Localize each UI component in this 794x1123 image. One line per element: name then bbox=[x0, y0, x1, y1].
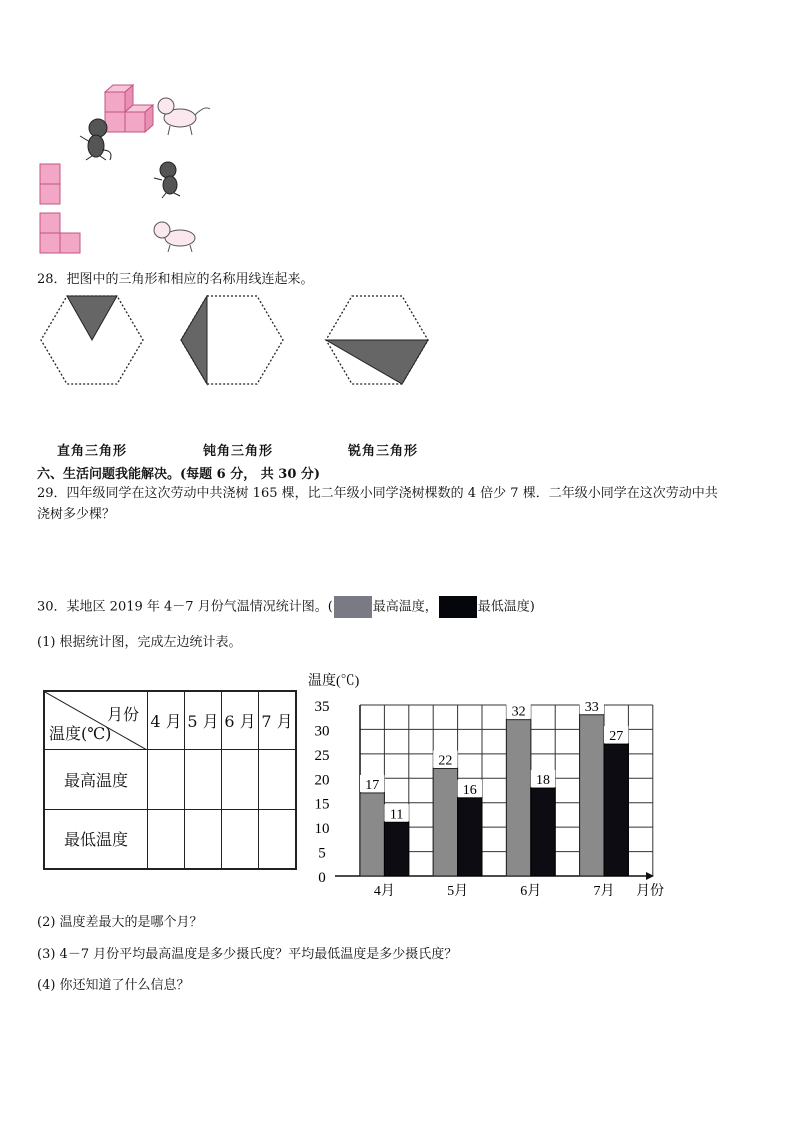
temperature-bar-chart bbox=[300, 665, 670, 900]
y-axis-title: 温度(℃) bbox=[308, 674, 360, 689]
section-6-title: 六、生活问题我能解决。(每题 6 分， 共 30 分) bbox=[37, 467, 321, 482]
legend-high-swatch bbox=[334, 596, 372, 618]
x-tick-label: 7月 bbox=[593, 884, 615, 899]
table-row-label-low: 最低温度 bbox=[44, 809, 148, 869]
bar-low bbox=[531, 788, 555, 876]
table-corner-temp: 温度(℃) bbox=[49, 723, 112, 743]
q30-sub1: (1) 根据统计图，完成左边统计表。 bbox=[37, 635, 242, 650]
q30-sub4: (4) 你还知道了什么信息？ bbox=[37, 978, 190, 993]
q28-text: 28．把图中的三角形和相应的名称用线连起来。 bbox=[37, 272, 314, 287]
bar-high bbox=[580, 715, 604, 876]
bar-value-label: 16 bbox=[462, 782, 477, 798]
y-tick-label: 5 bbox=[318, 845, 326, 862]
table-row-label-high: 最高温度 bbox=[44, 749, 148, 809]
dog-icon bbox=[158, 98, 210, 135]
label-right-triangle: 直角三角形 bbox=[57, 444, 128, 459]
bar-value-label: 32 bbox=[511, 704, 526, 720]
bar-high bbox=[506, 720, 530, 876]
right-triangle-shape bbox=[67, 296, 117, 340]
monkey-icon-2 bbox=[154, 162, 180, 198]
bar-value-label: 18 bbox=[536, 773, 550, 789]
y-tick-label: 35 bbox=[314, 699, 330, 715]
table-corner-cell bbox=[44, 691, 148, 749]
q29-line2: 浇树多少棵？ bbox=[37, 507, 116, 522]
label-acute-triangle: 锐角三角形 bbox=[348, 444, 419, 459]
table-corner-month: 月份 bbox=[106, 705, 139, 724]
table-cell[interactable] bbox=[148, 749, 185, 809]
cube-views-figure bbox=[30, 80, 230, 260]
q30-intro bbox=[37, 596, 535, 618]
bar-value-label: 27 bbox=[609, 729, 624, 745]
bar-high bbox=[433, 769, 457, 876]
q30-intro-text: 30．某地区 2019 年 4－7 月份气温情况统计图。( bbox=[37, 599, 333, 615]
dog-icon-2 bbox=[154, 222, 195, 252]
table-cell[interactable] bbox=[259, 749, 297, 809]
legend-low-label: 最低温度) bbox=[477, 599, 535, 615]
y-tick-label: 30 bbox=[314, 723, 330, 740]
y-tick-label: 15 bbox=[314, 796, 330, 813]
y-tick-label: 20 bbox=[314, 772, 330, 789]
temperature-stat-table bbox=[43, 690, 297, 870]
q30-sub2: (2) 温度差最大的是哪个月？ bbox=[37, 915, 203, 930]
q30-sub3: (3) 4－7 月份平均最高温度是多少摄氏度？平均最低温度是多少摄氏度？ bbox=[37, 947, 458, 962]
bar-value-label: 11 bbox=[389, 807, 404, 823]
x-tick-label: 5月 bbox=[447, 884, 469, 899]
x-tick-label: 4月 bbox=[373, 884, 395, 899]
bar-value-label: 17 bbox=[365, 777, 380, 793]
bar-value-label: 33 bbox=[584, 699, 599, 715]
table-cell[interactable] bbox=[185, 809, 222, 869]
table-header-month: 4 月 bbox=[148, 691, 185, 749]
y-tick-label: 25 bbox=[314, 747, 330, 764]
bar-high bbox=[360, 793, 384, 876]
label-obtuse-triangle: 钝角三角形 bbox=[203, 444, 274, 459]
table-header-month: 6 月 bbox=[222, 691, 259, 749]
legend-high-label: 最高温度， bbox=[372, 599, 438, 615]
obtuse-triangle-shape bbox=[181, 296, 207, 384]
bar-low bbox=[458, 798, 482, 876]
hexagons-figure bbox=[40, 295, 440, 387]
x-axis-title: 月份 bbox=[636, 884, 664, 899]
y-tick-label: 10 bbox=[314, 821, 330, 838]
table-cell[interactable] bbox=[185, 749, 222, 809]
table-cell[interactable] bbox=[259, 809, 297, 869]
q29-line1: 29．四年级同学在这次劳动中共浇树 165 棵，比二年级小同学浇树棵数的 4 倍少 7 棵．二年级小同学在这次劳动中共 bbox=[37, 486, 718, 501]
table-cell[interactable] bbox=[148, 809, 185, 869]
table-cell[interactable] bbox=[222, 749, 259, 809]
bar-value-label: 22 bbox=[438, 753, 453, 769]
bar-low bbox=[384, 822, 408, 876]
y-tick-label: 0 bbox=[318, 870, 326, 886]
monkey-icon bbox=[80, 119, 111, 160]
x-tick-label: 6月 bbox=[520, 884, 542, 899]
acute-triangle-shape bbox=[326, 340, 428, 384]
table-cell[interactable] bbox=[222, 809, 259, 869]
table-header-month: 5 月 bbox=[185, 691, 222, 749]
bar-low bbox=[604, 744, 628, 876]
legend-low-swatch bbox=[439, 596, 477, 618]
table-header-month: 7 月 bbox=[259, 691, 297, 749]
